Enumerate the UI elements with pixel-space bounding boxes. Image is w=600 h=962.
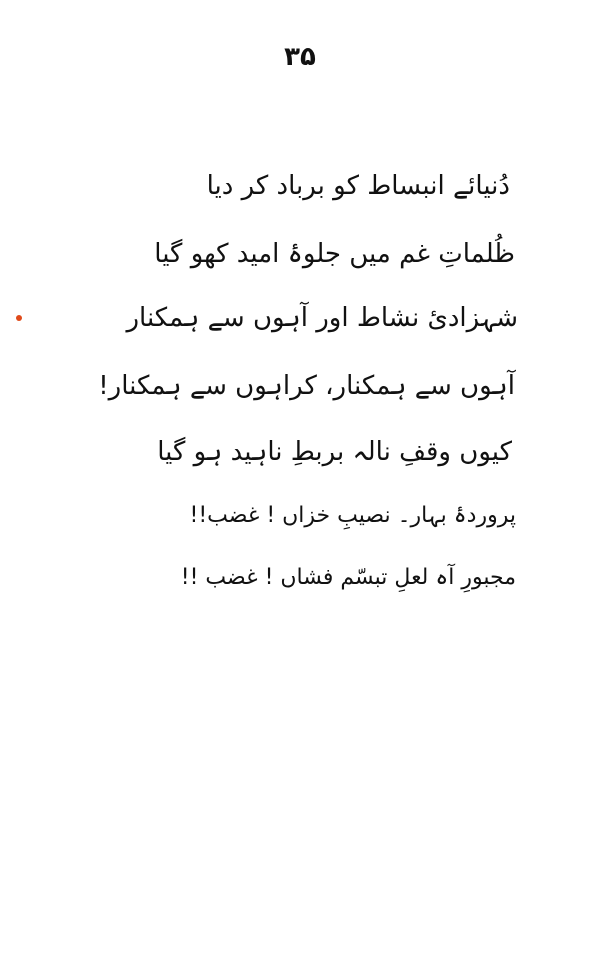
poem-line-5: کیوں وقفِ نالہ بربطِ ناہید ہو گیا xyxy=(157,437,512,467)
ink-dot xyxy=(16,315,22,321)
poem-line-4: آہوں سے ہمکنار، کراہوں سے ہمکنار! xyxy=(98,371,515,401)
page-number: ۳۵ xyxy=(284,42,316,72)
poem-line-2: ظُلماتِ غم میں جلوۂ امید کھو گیا xyxy=(154,239,515,269)
poem-line-3: شہزادیٔ نشاط اور آہوں سے ہمکنار xyxy=(126,303,518,333)
poem-line-1: دُنیائے انبساط کو برباد کر دیا xyxy=(206,171,510,201)
poem-line-7: مجبورِ آہ لعلِ تبسّم فشاں ! غضب !! xyxy=(180,565,516,590)
poem-line-6: پروردۂ بہار۔ نصیبِ خزاں ! غضب!! xyxy=(189,503,516,528)
